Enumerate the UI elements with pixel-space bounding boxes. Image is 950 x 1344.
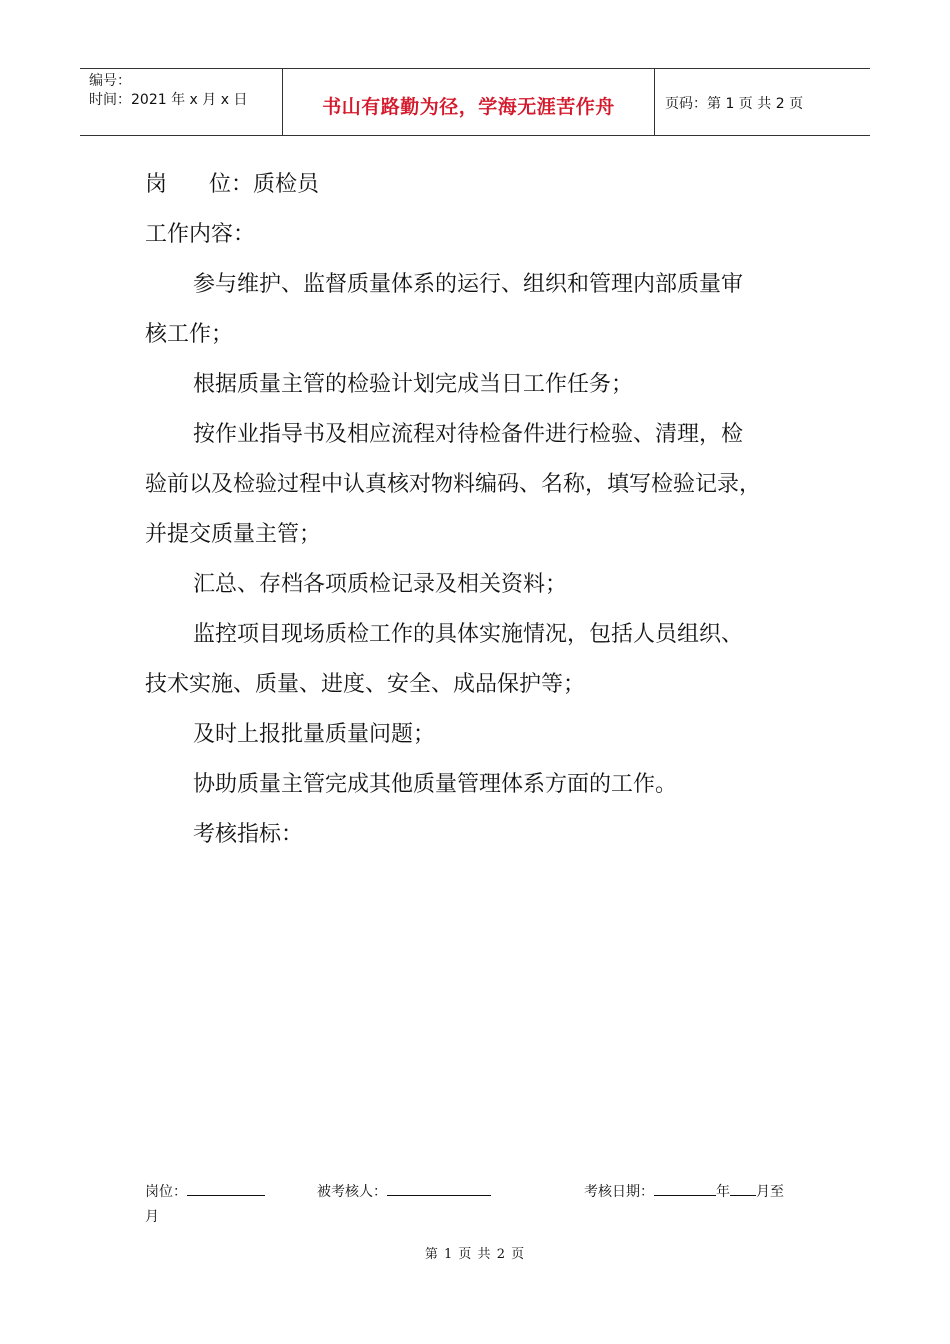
duty-line: 参与维护、监督质量体系的运行、组织和管理内部质量审	[193, 272, 744, 297]
assessment-heading: 考核指标：	[193, 822, 304, 847]
header-meta	[80, 69, 283, 135]
month-to-label: 月至	[756, 1184, 784, 1200]
year-label: 年	[716, 1184, 730, 1200]
signature-block	[145, 1178, 825, 1230]
year-blank[interactable]	[654, 1178, 716, 1196]
duty-line: 并提交质量主管；	[145, 522, 322, 547]
duty-line: 汇总、存档各项质检记录及相关资料；	[193, 572, 568, 597]
document-number-label: 编号：	[89, 73, 131, 89]
position-field	[145, 1178, 265, 1205]
month-end-label: 月	[145, 1209, 159, 1225]
document-body	[145, 160, 815, 860]
header-motto: 书山有路勤为径，学海无涯苦作舟	[283, 69, 655, 135]
assessment-date-field	[584, 1178, 784, 1205]
duty-line: 验前以及检验过程中认真核对物料编码、名称，填写检验记录，	[145, 472, 762, 497]
document-time-label: 时间：2021 年 x 月 x 日	[89, 92, 248, 108]
duty-line: 协助质量主管完成其他质量管理体系方面的工作。	[193, 772, 678, 797]
month-from-blank[interactable]	[730, 1178, 756, 1196]
position-line: 岗 位：质检员	[145, 172, 319, 197]
header-page-info: 页码：第 1 页 共 2 页	[665, 96, 804, 112]
duty-line: 根据质量主管的检验计划完成当日工作任务；	[193, 372, 634, 397]
position-field-label: 岗位：	[145, 1184, 187, 1200]
assessee-blank[interactable]	[387, 1178, 491, 1196]
assessee-field	[317, 1178, 491, 1205]
page-footer: 第 1 页 共 2 页	[424, 1247, 526, 1262]
assessment-date-label: 考核日期：	[584, 1184, 654, 1200]
position-blank[interactable]	[187, 1178, 265, 1196]
duty-line: 技术实施、质量、进度、安全、成品保护等；	[145, 672, 586, 697]
duty-line: 及时上报批量质量问题；	[193, 722, 436, 747]
duty-line: 核工作；	[145, 322, 234, 347]
duty-line: 监控项目现场质检工作的具体实施情况，包括人员组织、	[193, 622, 744, 647]
page-header	[80, 68, 870, 136]
work-content-heading: 工作内容：	[145, 222, 256, 247]
assessee-field-label: 被考核人：	[317, 1184, 387, 1200]
duty-line: 按作业指导书及相应流程对待检备件进行检验、清理，检	[193, 422, 744, 447]
